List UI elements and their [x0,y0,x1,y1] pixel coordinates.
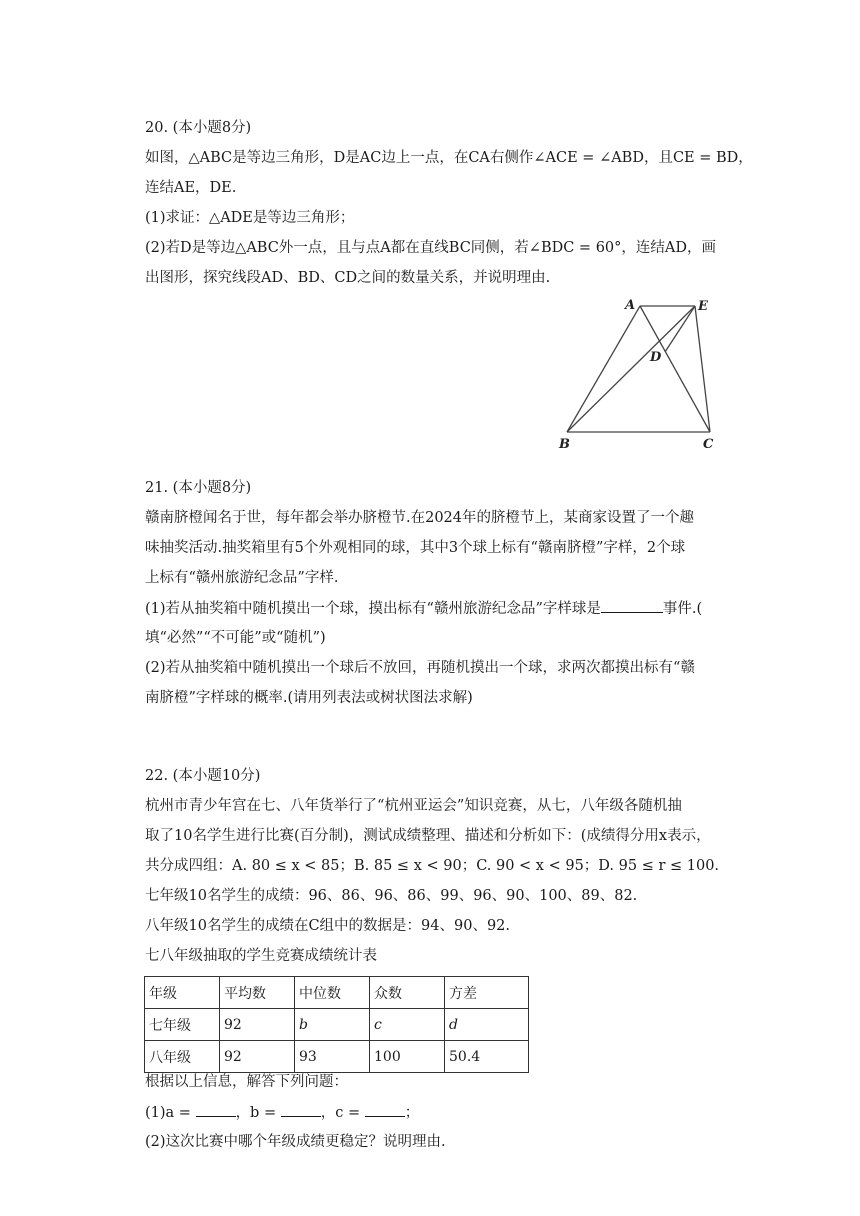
q22-line1: 杭州市青少年宫在七、八年货举行了“杭州亚运会”知识竞赛，从七，八年级各随机抽 [145,798,682,814]
answer-blank-c[interactable] [365,1102,405,1117]
q21-part1-text: (1)若从抽奖箱中随机摸出一个球，摸出标有“赣州旅游纪念品”字样球是 [145,601,601,617]
q22-part1 [145,1102,419,1123]
answer-blank-a[interactable] [196,1102,236,1117]
table-header-cell: 方差 [445,977,529,1009]
table-cell: d [445,1009,529,1041]
table-cell: 92 [220,1041,295,1073]
q20-line1: 如图，△ABC是等边三角形，D是AC边上一点，在CA右侧作∠ACE = ∠ABD，且CE = BD， [145,150,753,166]
q21-part2-line2: 南脐橙”字样球的概率.(请用列表法或树状图法求解) [145,690,473,706]
q21-part1-tail: 事件.( [662,601,703,617]
table-cell: 100 [370,1041,445,1073]
q21-part1-line2: 填“必然”“不可能”或“随机”) [145,630,326,646]
label-E: E [698,299,708,314]
q22-part1-a-label: (1)a = [145,1105,196,1121]
table-header-cell: 中位数 [295,977,370,1009]
table-header-cell: 年级 [145,977,220,1009]
q22-line4: 七年级10名学生的成绩：96、86、96、86、99、96、90、100、89、82. [145,888,638,904]
table-header-cell: 众数 [370,977,445,1009]
table-row [145,1009,529,1041]
answer-blank-b[interactable] [281,1102,321,1117]
table-row [145,1041,529,1073]
stats-table [144,976,529,1073]
table-cell: 八年级 [145,1041,220,1073]
q22-table-title: 七八年级抽取的学生竞赛成绩统计表 [145,948,377,964]
q22-part2: (2)这次比赛中哪个年级成绩更稳定？说明理由. [145,1134,446,1150]
q21-part1 [145,598,702,619]
table-cell: 50.4 [445,1041,529,1073]
table-header-cell: 平均数 [220,977,295,1009]
q21-header: 21. (本小题8分) [145,480,252,496]
q20-part2-line1: (2)若D是等边△ABC外一点，且与点A都在直线BC同侧，若∠BDC = 60°，连结AD，画 [145,240,716,256]
table-cell: 92 [220,1009,295,1041]
label-A: A [625,298,636,313]
q20-part1: (1)求证：△ADE是等边三角形； [145,210,355,226]
table-cell: 93 [295,1041,370,1073]
label-B: B [559,437,570,452]
table-header-row [145,977,529,1009]
q21-line1: 赣南脐橙闻名于世，每年都会举办脐橙节.在2024年的脐橙节上，某商家设置了一个趣 [145,510,695,526]
q22-line3: 共分成四组：A. 80 ≤ x < 85；B. 85 ≤ x < 90；C. 90 < x < 95；D. 95 ≤ r ≤ 100. [145,858,720,874]
table-cell: b [295,1009,370,1041]
q20-line2: 连结AE，DE. [145,180,237,196]
q20-header: 20. (本小题8分) [145,120,252,136]
answer-blank-event[interactable] [601,598,663,613]
q22-part1-end: ； [404,1105,420,1121]
label-D: D [650,350,662,365]
table-cell: 七年级 [145,1009,220,1041]
q22-header: 22. (本小题10分) [145,768,261,784]
q22-part1-c-label: ，c = [320,1105,365,1121]
table-cell: c [370,1009,445,1041]
q22-part1-b-label: ，b = [235,1105,281,1121]
label-C: C [703,437,714,452]
q20-part2-line2: 出图形，探究线段AD、BD、CD之间的数量关系，并说明理由. [145,270,551,286]
q21-line3: 上标有“赣州旅游纪念品”字样. [145,570,339,586]
q21-line2: 味抽奖活动.抽奖箱里有5个外观相同的球，其中3个球上标有“赣南脐橙”字样，2个球 [145,540,686,556]
q21-part2-line1: (2)若从抽奖箱中随机摸出一个球后不放回，再随机摸出一个球，求两次都摸出标有“赣 [145,660,695,676]
q22-line2: 取了10名学生进行比赛(百分制)，测试成绩整理、描述和分析如下：(成绩得分用x表示， [145,828,711,844]
geometry-figure [555,292,725,457]
q22-intro: 根据以上信息，解答下列问题： [145,1074,348,1090]
q22-line5: 八年级10名学生的成绩在C组中的数据是：94、90、92. [145,918,511,934]
